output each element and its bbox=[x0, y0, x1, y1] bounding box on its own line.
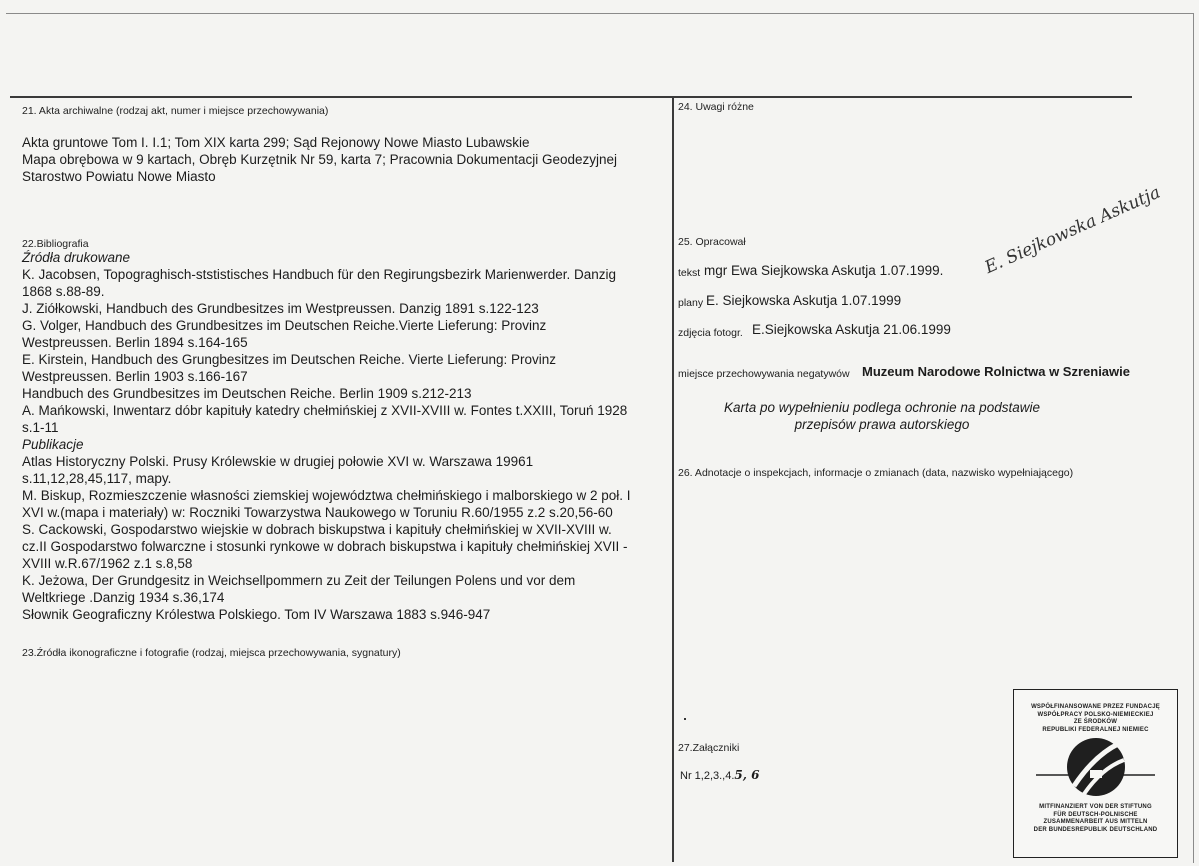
section27-header: 27.Załączniki bbox=[678, 742, 740, 754]
column-divider bbox=[672, 96, 674, 862]
logo-line: ZE ŚRODKÓW bbox=[1073, 719, 1118, 725]
bibliography-line: K. Jacobsen, Topograghisch-ststistisches Handbuch für den Regirungsbezirk Marienwerder. Danzig bbox=[22, 267, 617, 282]
logo-line: WSPÓŁFINANSOWANE PRZEZ FUNDACJĘ bbox=[1031, 704, 1160, 710]
archive-line: Akta gruntowe Tom I. I.1; Tom XIX karta 299; Sąd Rejonowy Nowe Miasto Lubawskie bbox=[22, 135, 530, 150]
logo-line: MITFINANZIERT VON DER STIFTUNG bbox=[1039, 804, 1152, 810]
bibliography-line: A. Mańkowski, Inwentarz dóbr kapituły katedry chełmińskiej z XVII-XVIII w. Fontes t.XXIII, Toruń 1928 bbox=[22, 403, 628, 418]
logo-line: ZUSAMMENARBEIT AUS MITTELN bbox=[1043, 819, 1148, 825]
publication-line: K. Jeżowa, Der Grundgesitz in Weichsellpommern zu Zeit der Teilungen Polens und vor dem bbox=[22, 573, 576, 588]
section25-header: 25. Opracował bbox=[678, 236, 746, 248]
archive-line: Starostwo Powiatu Nowe Miasto bbox=[22, 169, 216, 184]
attachments-handwritten: 5, 6 bbox=[734, 768, 760, 782]
section22-body bbox=[22, 249, 662, 623]
plany-label: plany bbox=[678, 297, 704, 309]
bibliography-line: J. Ziółkowski, Handbuch des Grundbesitzes im Westpreussen. Danzig 1891 s.122-123 bbox=[22, 301, 539, 316]
tekst-label: tekst bbox=[678, 267, 701, 279]
bibliography-line: E. Kirstein, Handbuch des Grungbesitzes im Deutschen Reiche. Vierte Lieferung: Provinz bbox=[22, 352, 557, 367]
printed-sources-heading: Źródła drukowane bbox=[22, 250, 131, 265]
bibliography-line: 1868 s.88-89. bbox=[22, 284, 105, 299]
bibliography-line: G. Volger, Handbuch des Grundbesitzes im Deutschen Reiche.Vierte Lieferung: Provinz bbox=[22, 318, 547, 333]
foundation-emblem-icon bbox=[1014, 734, 1177, 804]
bibliography-line: Handbuch des Grundbesitzes im Deutschen Reiche. Berlin 1909 s.212-213 bbox=[22, 386, 472, 401]
logo-line: WSPÓŁPRACY POLSKO-NIEMIECKIEJ bbox=[1037, 711, 1154, 718]
zdjecia-value: E.Siejkowska Askutja 21.06.1999 bbox=[752, 322, 951, 337]
logo-bottom-text bbox=[1014, 804, 1177, 834]
copyright-note bbox=[676, 399, 1088, 433]
copyright-line: Karta po wypełnieniu podlega ochronie na podstawie bbox=[724, 400, 1040, 415]
section21-body bbox=[22, 134, 662, 185]
bibliography-line: s.1-11 bbox=[22, 420, 59, 435]
publication-line: Weltkriege .Danzig 1934 s.36,174 bbox=[22, 590, 225, 605]
publication-line: XVIII w.R.67/1962 z.1 s.8,58 bbox=[22, 556, 193, 571]
publication-line: cz.II Gospodarstwo folwarczne i stosunki rynkowe w dobrach biskupstwa i kapituły chełmińskiej XVII - bbox=[22, 539, 628, 554]
publication-line: XVI w.(mapa i materiały) w: Roczniki Towarzystwa Naukowego w Toruniu R.60/1955 z.2 s.20,56-60 bbox=[22, 505, 613, 520]
tekst-value: mgr Ewa Siejkowska Askutja 1.07.1999. bbox=[704, 263, 944, 278]
logo-line: FÜR DEUTSCH-POLNISCHE bbox=[1053, 811, 1138, 818]
negatives-label: miejsce przechowywania negatywów bbox=[678, 368, 850, 380]
logo-line: DER BUNDESREPUBLIK DEUTSCHLAND bbox=[1033, 826, 1158, 833]
publication-line: Słownik Geograficzny Królestwa Polskiego. Tom IV Warszawa 1883 s.946-947 bbox=[22, 607, 491, 622]
logo-line: REPUBLIKI FEDERALNEJ NIEMIEC bbox=[1042, 726, 1149, 733]
section26-header: 26. Adnotacje o inspekcjach, informacje o zmianach (data, nazwisko wypełniającego) bbox=[678, 467, 1074, 479]
bibliography-line: Westpreussen. Berlin 1894 s.164-165 bbox=[22, 335, 248, 350]
top-border bbox=[6, 13, 1193, 14]
handwritten-signature: E. Siejkowska Askutja bbox=[981, 182, 1164, 278]
section22-header: 22.Bibliografia bbox=[22, 238, 89, 250]
attachments-printed: Nr 1,2,3.,4. bbox=[680, 770, 735, 782]
right-border bbox=[1193, 13, 1194, 863]
publications-heading: Publikacje bbox=[22, 437, 84, 452]
publication-line: M. Biskup, Rozmieszczenie własności ziemskiej województwa chełmińskiego i malborskiego w 2 poł. I bbox=[22, 488, 631, 503]
bibliography-line: Westpreussen. Berlin 1903 s.166-167 bbox=[22, 369, 248, 384]
section23-header: 23.Źródła ikonograficzne i fotografie (rodzaj, miejsca przechowywania, sygnatury) bbox=[22, 647, 401, 659]
zdjecia-label: zdjęcia fotogr. bbox=[678, 327, 743, 339]
dot-mark bbox=[684, 718, 686, 720]
plany-value: E. Siejkowska Askutja 1.07.1999 bbox=[706, 293, 902, 308]
copyright-line: przepisów prawa autorskiego bbox=[794, 417, 970, 432]
archive-line: Mapa obrębowa w 9 kartach, Obręb Kurzętnik Nr 59, karta 7; Pracownia Dokumentacji Geodezyjnej bbox=[22, 152, 618, 167]
publication-line: S. Cackowski, Gospodarstwo wiejskie w dobrach biskupstwa i kapituły chełmińskiej w XVII-XVIII w. bbox=[22, 522, 612, 537]
section24-header: 24. Uwagi różne bbox=[678, 101, 754, 113]
section21-header: 21. Akta archiwalne (rodzaj akt, numer i miejsce przechowywania) bbox=[22, 105, 329, 117]
publication-line: s.11,12,28,45,117, mapy. bbox=[22, 471, 172, 486]
attachments-value bbox=[680, 768, 759, 782]
negatives-value: Muzeum Narodowe Rolnictwa w Szreniawie bbox=[862, 364, 1130, 379]
publication-line: Atlas Historyczny Polski. Prusy Królewskie w drugiej połowie XVI w. Warszawa 19961 bbox=[22, 454, 534, 469]
header-rule bbox=[10, 96, 1132, 98]
foundation-logo-box bbox=[1013, 689, 1178, 858]
logo-top-text bbox=[1014, 704, 1177, 734]
